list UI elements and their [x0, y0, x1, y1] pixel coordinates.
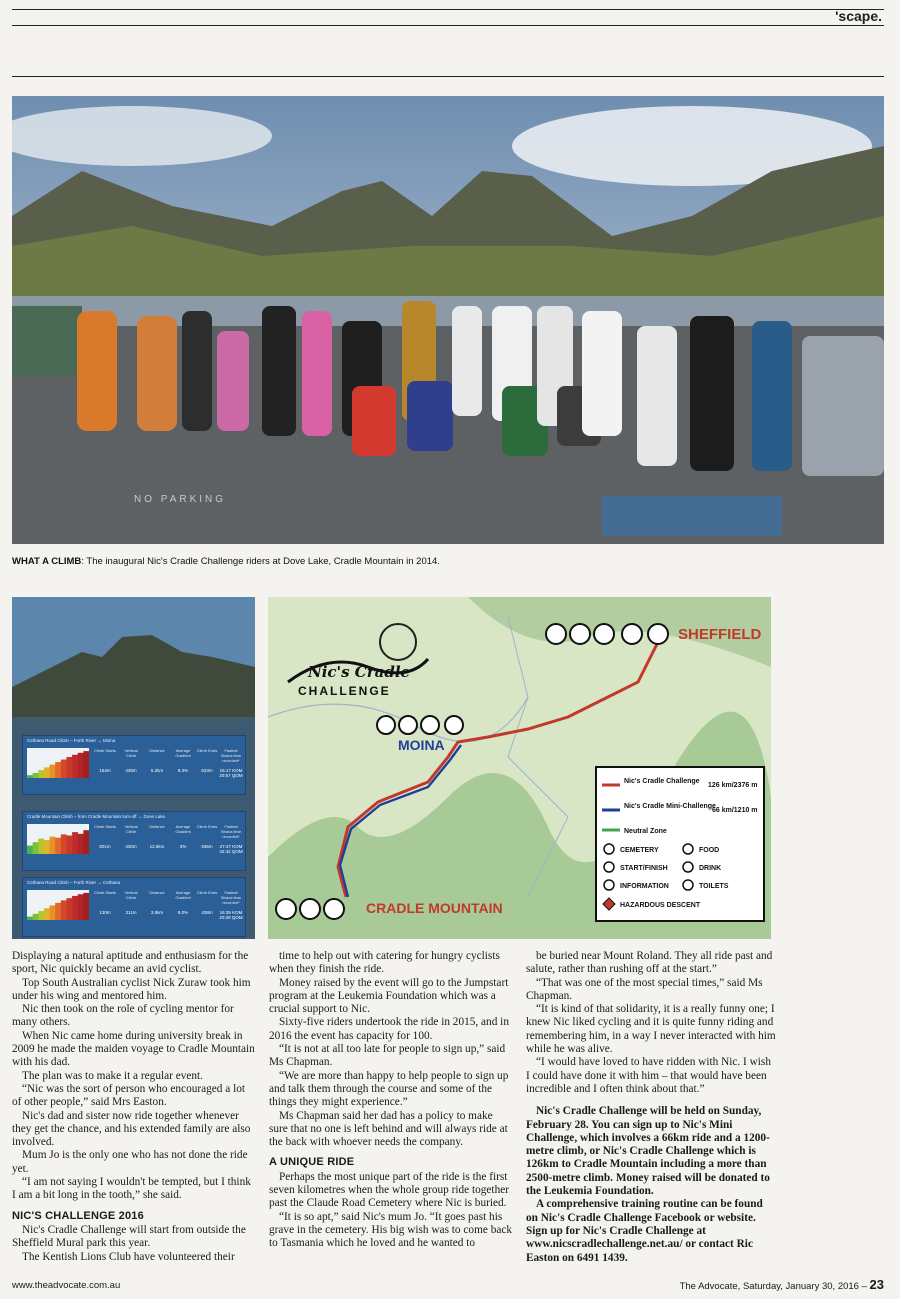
climb-stat-value: 5.2km [150, 768, 164, 773]
paragraph: “I would have loved to have ridden with Nic. I wish I could have done it with him – that would have been incredible and I often think about that.” [526, 1056, 771, 1095]
profile-bar [83, 751, 89, 778]
paragraph: “It is not at all too late for people to sign up,” said Ms Chapman. [269, 1043, 506, 1069]
profile-bar [44, 840, 50, 854]
climb-stat-value: 8.0% [177, 910, 189, 915]
paragraph: “Nic was the sort of person who encouraged a lot of other people,” said Mrs Easton. [12, 1082, 246, 1109]
profile-bar [55, 903, 61, 920]
climb-stat-header: Fastest Strava time recorded* [220, 890, 242, 905]
paragraph: Sixty-five riders undertook the ride in 2015, and in 2016 the event has capacity for 100. [269, 1016, 509, 1042]
climb-stat-header: Average Gradient [175, 824, 191, 834]
climb-stat-header: Distance [149, 824, 165, 829]
climb-stat-header: Fastest Strava time recorded* [220, 748, 242, 763]
footer-publication-text: The Advocate, Saturday, January 30, 2016 – [679, 1281, 867, 1292]
header-rule-top [12, 9, 884, 10]
climb-panel-title: Cradle Mountain Climb – from Cradle Mountain turn-off → Dove Lake [27, 814, 165, 819]
paragraph: The plan was to make it a regular event. [22, 1069, 203, 1082]
section-tag: 'scape. [835, 8, 882, 24]
legend-hazardous-descent: HAZARDOUS DESCENT [620, 902, 701, 909]
profile-bar [55, 838, 61, 854]
profile-bar [44, 908, 50, 920]
article-column-3 [526, 950, 776, 1265]
page-number: 23 [869, 1277, 884, 1292]
paragraph: Top South Australian cyclist Nick Zuraw took him under his wing and mentored him. [12, 976, 251, 1002]
profile-bar [44, 767, 50, 778]
photo-illustration [12, 96, 884, 544]
climb-stat-header: Average Gradient [175, 748, 191, 758]
profile-bar [61, 760, 67, 778]
paragraph: “I am not saying I wouldn't be tempted, but I think I am a bit long in the tooth,” she said. [12, 1176, 251, 1202]
town-moina: MOINA [398, 737, 445, 753]
profile-bar [72, 896, 78, 920]
profile-bar [38, 770, 44, 778]
profile-bar [27, 846, 33, 854]
paragraph: The Kentish Lions Club have volunteered their [22, 1250, 235, 1263]
climb-stat-header: Climb Ends [196, 748, 218, 753]
profile-bar [33, 914, 39, 920]
caption-label: WHAT A CLIMB [12, 556, 82, 567]
paragraph: When Nic came home during university break in 2009 he made the maiden voyage to Cradle Mountain with his dad. [12, 1029, 255, 1069]
caption-text: : The inaugural Nic's Cradle Challenge riders at Dove Lake, Cradle Mountain in 2014. [81, 556, 440, 567]
subheading-challenge-2016: NIC'S CHALLENGE 2016 [12, 1209, 144, 1222]
climb-stat-value: 430m [125, 844, 137, 849]
logo-line2: CHALLENGE [298, 684, 391, 698]
paragraph: “It is so apt,” said Nic's mum Jo. “It goes past his grave in the cemetery. His big wish was to come back to Tasmania which he loved and he wanted to [269, 1210, 513, 1250]
header-rule-mid [12, 25, 884, 26]
paragraph: “We are more than happy to help people to sign up and talk them through the course and some of the things they might experience.” [269, 1069, 509, 1109]
climb-stat-value: 27:47 KOM 42:42 QOM [219, 844, 243, 854]
climb-stat-value: 12.6km [149, 844, 165, 849]
profile-bar [83, 830, 89, 854]
profile-bar [38, 911, 44, 920]
profile-bar [66, 757, 72, 778]
climb-panel-title: Cethana Road Climb – Forth River → Cethana [27, 880, 121, 885]
paragraph: “That was one of the most special times,” said Ms Chapman. [526, 976, 763, 1002]
paragraph: time to help out with catering for hungry cyclists when they finish the ride. [269, 950, 500, 976]
legend-information: INFORMATION [620, 883, 669, 890]
paragraph: “It is kind of that solidarity, it is a really funny one; I knew Nic liked cycling and it is quite funny riding and remembering him, in a way I never interacted with him while he was alive. [526, 1003, 776, 1056]
logo-line1: Nic's Cradle [308, 663, 411, 681]
elevation-profile [27, 890, 89, 920]
climb-stat-header: Fastest Strava time recorded* [220, 824, 242, 839]
climb-stat-value: 3.9km [150, 910, 164, 915]
icon-row-cradle [276, 899, 344, 919]
climb-stat-value: 164m [99, 768, 111, 773]
climb-stat-value: 16:35 KOM 20:28 QOM [219, 910, 243, 920]
group-photo [12, 96, 884, 544]
header-rule-bottom [12, 76, 884, 77]
climb-stat-header: Climb Ends [196, 890, 218, 895]
legend-neutral: Neutral Zone [624, 828, 667, 835]
climb-stat-header: Climb Starts [94, 748, 116, 753]
legend-challenge: Nic's Cradle Challenge [624, 778, 700, 785]
paragraph: Nic's Cradle Challenge will start from outside the Sheffield Mural park this year. [12, 1223, 246, 1250]
profile-bar [33, 842, 39, 854]
town-sheffield: SHEFFIELD [678, 626, 762, 643]
paragraph: Money raised by the event will go to the Jumpstart program at the Leukemia Foundation which was a crucial support to Nic. [269, 976, 509, 1016]
profile-bar [78, 834, 84, 854]
profile-bar [78, 894, 84, 920]
article-column-2 [269, 950, 514, 1251]
paragraph: Displaying a natural aptitude and enthusiasm for the sport, Nic quickly became an avid cyclist. [12, 950, 249, 976]
climb-stat-value: 3% [179, 844, 187, 849]
profile-bar [33, 773, 39, 778]
paragraph: Perhaps the most unique part of the ride is the first seven kilometres when the whole group ride together past the Claude Road Cemetery where Nic is buried. [269, 1170, 509, 1210]
climb-stat-value: 633m [201, 768, 213, 773]
profile-bar [50, 837, 56, 854]
profile-bar [50, 905, 56, 920]
climb-stat-value: 438m [201, 910, 213, 915]
photo-caption [12, 556, 440, 567]
legend-mini-dist: 66 km/1210 m [712, 807, 758, 814]
paragraph: Ms Chapman said her dad has a policy to make sure that no one is left behind and will always ride at the back with whoever needs the company. [269, 1109, 508, 1149]
climb-stat-header: Vertical Climb [124, 890, 138, 900]
climb-stat-header: Vertical Climb [124, 748, 138, 758]
climb-stat-header: Vertical Climb [124, 824, 138, 834]
road-marking-text: NO PARKING [134, 494, 227, 505]
climb-panel [22, 735, 246, 795]
climb-stat-value: 130m [99, 910, 111, 915]
climb-panel-title: Cethana Road Climb – Forth River → Moina [27, 738, 116, 743]
legend-food: FOOD [699, 847, 720, 854]
profile-bar [83, 893, 89, 920]
subheading-unique-ride: A UNIQUE RIDE [269, 1156, 355, 1169]
climb-stat-header: Climb Starts [94, 890, 116, 895]
climb-stat-header: Climb Starts [94, 824, 116, 829]
legend-cemetery: CEMETERY [620, 847, 659, 854]
article-column-1 [12, 950, 257, 1264]
profile-bar [50, 765, 56, 778]
climb-stat-header: Climb Ends [196, 824, 218, 829]
legend-challenge-dist: 126 km/2376 m [708, 782, 758, 789]
legend-start-finish: START/FINISH [620, 865, 668, 872]
climb-stat-header: Distance [149, 748, 165, 753]
climb-stat-header: Average Gradient [175, 890, 191, 900]
paragraph: Nic then took on the role of cycling mentor for many others. [12, 1003, 234, 1029]
climb-stat-value: 439m [125, 768, 137, 773]
legend-drink: DRINK [699, 865, 722, 872]
town-cradle-mountain: CRADLE MOUNTAIN [366, 900, 503, 916]
paragraph: Nic's Cradle Challenge will be held on Sunday, February 28. You can sign up to Nic's Mini Challenge, which involves a 66km ride and a 1200-metre climb, or Nic's Cradle Challenge which is 126km to Cradle Mountain including a more than 2500-metre climb. Money raised will be donated to the Leukemia Foundation. [526, 1105, 770, 1198]
profile-bar [61, 834, 67, 854]
climb-panel [22, 877, 246, 937]
route-map [268, 597, 771, 939]
paragraph: A comprehensive training routine can be found on Nic's Cradle Challenge Facebook or website. Sign up for Nic's Cradle Challenge at www.nicscradlechallenge.net.au/ or contact Ric Easton on 6491 1439. [526, 1198, 763, 1264]
map-legend [596, 767, 764, 921]
climb-stat-value: 311m [125, 910, 137, 915]
climb-stat-header: Distance [149, 890, 165, 895]
elevation-profile [27, 824, 89, 854]
paragraph: be buried near Mount Roland. They all ride past and salute, rather than rushing off at the start.” [526, 950, 773, 976]
elevation-profile [27, 748, 89, 778]
climb-stat-value: 8.3% [177, 768, 189, 773]
paragraph: Nic's dad and sister now ride together whenever they get the chance, and his extended family are also involved. [12, 1109, 251, 1149]
profile-bar [38, 839, 44, 854]
footer-website: www.theadvocate.com.au [12, 1280, 121, 1291]
profile-bar [27, 775, 33, 778]
climb-stat-value: 801m [99, 844, 111, 849]
icon-row-sheffield [546, 624, 668, 644]
profile-bar [72, 755, 78, 778]
climb-panel [22, 811, 246, 871]
climb-stat-value: 16:17 KOM 20:57 QOM [219, 768, 243, 778]
profile-bar [66, 836, 72, 854]
route-map-illustration [268, 597, 771, 939]
profile-bar [66, 898, 72, 920]
profile-bar [61, 900, 67, 920]
legend-toilets: TOILETS [699, 883, 729, 890]
profile-bar [78, 753, 84, 778]
climb-stat-value: 936m [201, 844, 213, 849]
profile-bar [27, 917, 33, 920]
paragraph: Mum Jo is the only one who has not done the ride yet. [12, 1149, 248, 1175]
footer-publication [680, 1277, 884, 1292]
profile-bar [55, 762, 61, 778]
legend-mini: Nic's Cradle Mini-Challenge [624, 803, 716, 810]
profile-bar [72, 832, 78, 854]
